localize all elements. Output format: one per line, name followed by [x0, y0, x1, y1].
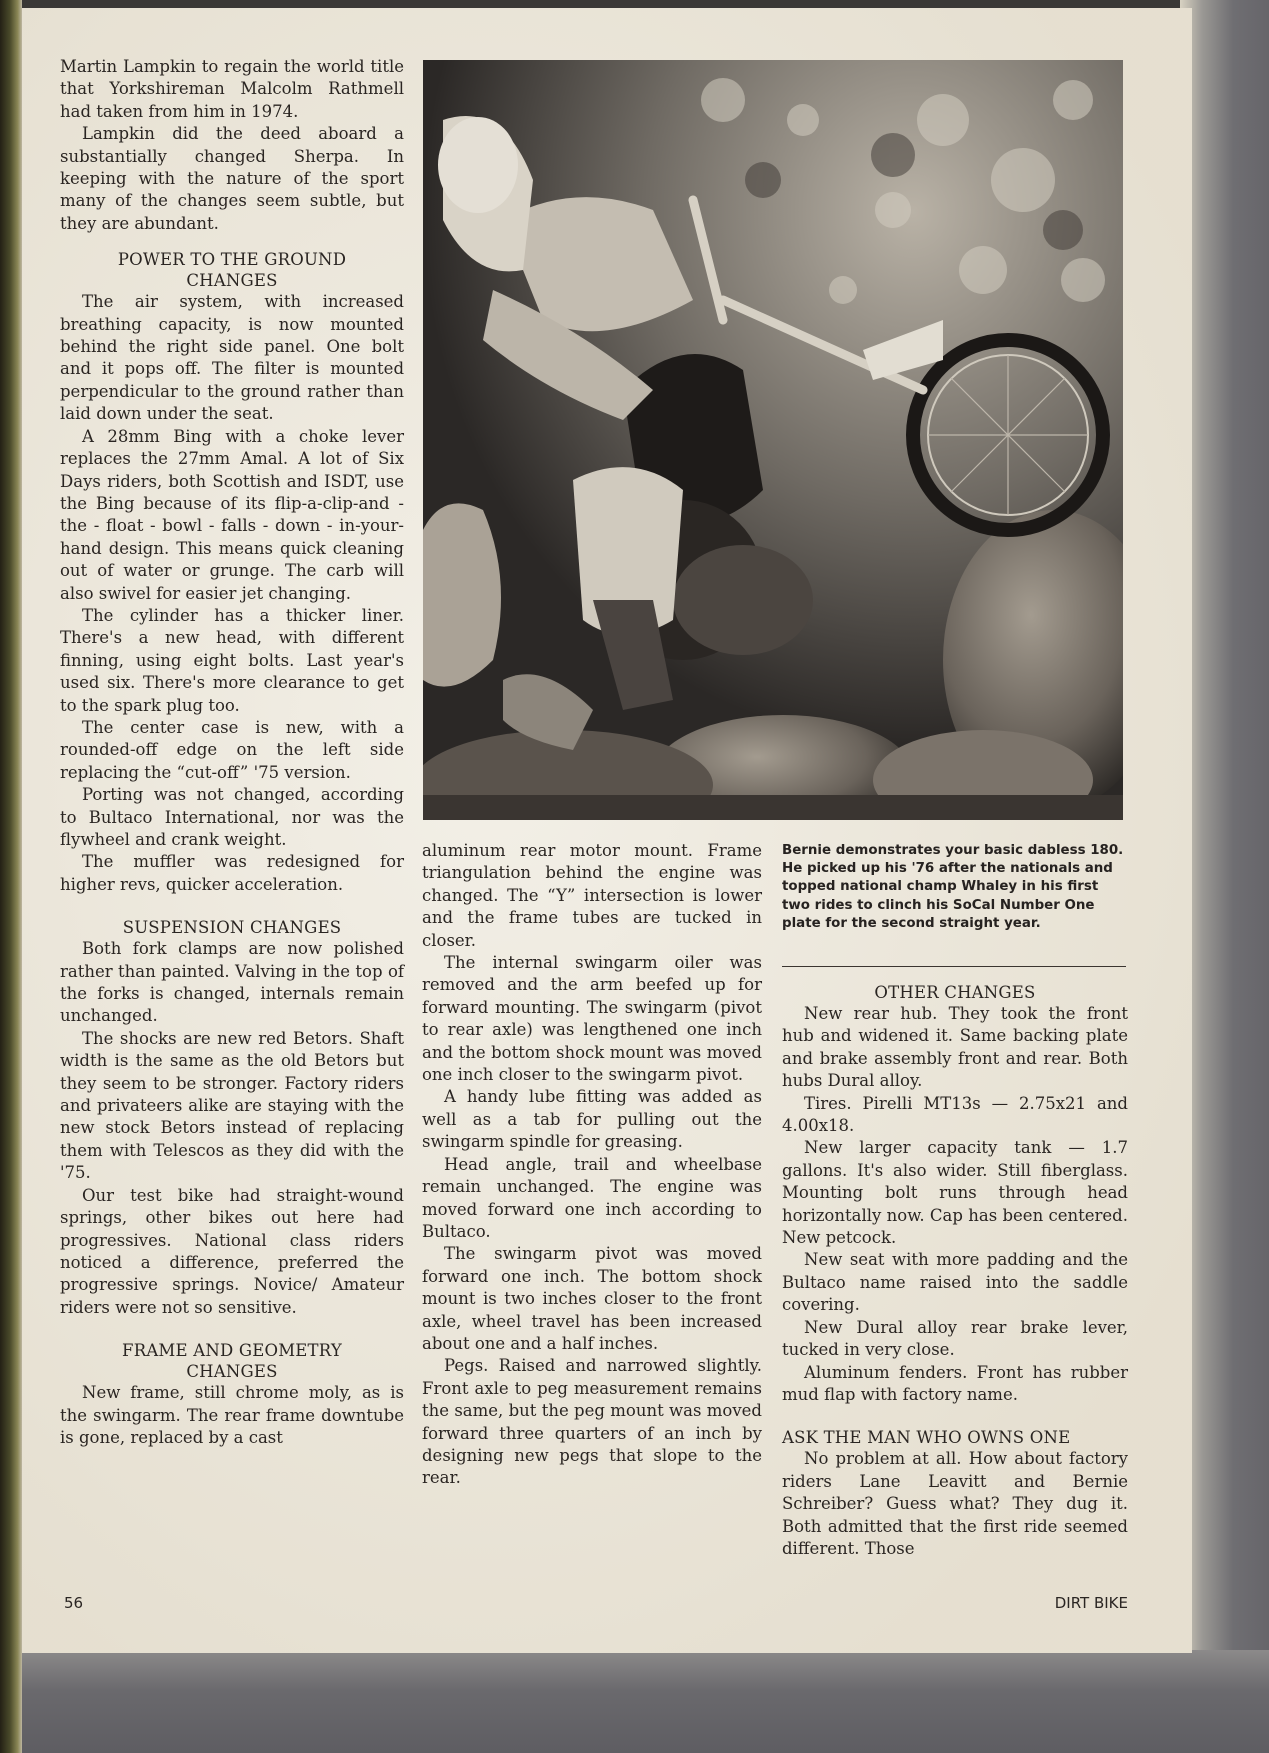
paragraph: The muffler was redesigned for higher revs, quicker acceleration. — [60, 852, 404, 894]
paragraph: Tires. Pirelli MT13s — 2.75x21 and 4.00x18. — [782, 1093, 1128, 1136]
paragraph: The internal swingarm oiler was removed and the arm beefed up for forward mounting. The swingarm (pivot to rear axle) was lengthened one inch and the bottom shock mount was moved one inch closer to the swingarm pivot. — [422, 953, 762, 1085]
paragraph: Lampkin did the deed aboard a substantially changed Sherpa. In keeping with the nature of the sport many of the changes seem subtle, but they are abundant. — [60, 124, 404, 233]
book-spine — [0, 0, 22, 1753]
section-heading-power: POWER TO THE GROUND CHANGES — [117, 250, 347, 291]
paragraph: A handy lube fitting was added as well as a tab for pulling out the swingarm spindle for greasing. — [422, 1087, 762, 1152]
section-heading-ask: ASK THE MAN WHO OWNS ONE — [782, 1428, 1071, 1448]
paragraph: The swingarm pivot was moved forward one inch. The bottom shock mount is two inches closer to the front axle, wheel travel has been increased about one and a half inches. — [422, 1244, 762, 1353]
text-column-1 — [60, 56, 404, 1449]
paragraph: New larger capacity tank — 1.7 gallons. It's also wider. Still fiberglass. Mounting bolt runs through head horizontally now. Cap has been centered. New petcock. — [782, 1138, 1128, 1248]
paragraph: Head angle, trail and wheelbase remain unchanged. The engine was moved forward one inch according to Bultaco. — [422, 1154, 762, 1241]
paragraph: The center case is new, with a rounded-off edge on the left side replacing the “cut-off” '75 version. — [60, 717, 404, 782]
paragraph: Aluminum fenders. Front has rubber mud flap with factory name. — [782, 1362, 1128, 1404]
paragraph: The shocks are new red Betors. Shaft width is the same as the old Betors but they seem to be stronger. Factory riders and privateers alike are staying with the new stock Betors instead of replacing them with Telescos as they did with the '75. — [60, 1028, 404, 1183]
paragraph: A 28mm Bing with a choke lever replaces the 27mm Amal. A lot of Six Days riders, both Scottish and ISDT, use the Bing because of its flip-a-clip-and - the - float - bowl - falls - down - in-your-hand design. This means quick cleaning out of water or grunge. The carb will also swivel for easier jet changing. — [60, 426, 404, 603]
paragraph: New Dural alloy rear brake lever, tucked in very close. — [782, 1317, 1128, 1360]
paragraph: aluminum rear motor mount. Frame triangulation behind the engine was changed. The “Y” intersection is lower and the frame tubes are tucked in closer. — [422, 841, 762, 950]
motorcycle-photo-illustration — [423, 60, 1123, 820]
paragraph: New rear hub. They took the front hub and widened it. Same backing plate and brake assembly front and rear. Both hubs Dural alloy. — [782, 1004, 1128, 1091]
text-column-3 — [782, 968, 1128, 1560]
scan-right-edge — [1180, 0, 1269, 1753]
scan-bottom-edge — [0, 1650, 1269, 1753]
paragraph: Pegs. Raised and narrowed slightly. Front axle to peg measurement remains the same, but the peg mount was moved forward three quarters of an inch by designing new pegs that slope to the rear. — [422, 1356, 762, 1488]
section-heading-frame: FRAME AND GEOMETRY CHANGES — [122, 1341, 342, 1382]
section-heading-other: OTHER CHANGES — [874, 983, 1036, 1002]
paragraph: Martin Lampkin to regain the world title that Yorkshireman Malcolm Rathmell had taken from him in 1974. — [60, 57, 404, 121]
paragraph: Our test bike had straight-wound springs, other bikes out here had progressives. National class riders noticed a difference, preferred the progressive springs. Novice/ Amateur riders were not so sensitive. — [60, 1185, 404, 1317]
paragraph: Both fork clamps are now polished rather than painted. Valving in the top of the forks is changed, internals remain unchanged. — [60, 939, 404, 1026]
photo-caption: Bernie demonstrates your basic dabless 180. He picked up his '76 after the nationals and topped national champ Whaley in his first two rides to clinch his SoCal Number One plate for the second straight year. — [782, 843, 1124, 931]
paragraph: The air system, with increased breathing capacity, is now mounted behind the right side panel. One bolt and it pops off. The filter is mounted perpendicular to the ground rather than laid down under the seat. — [60, 292, 404, 424]
text-column-2 — [422, 840, 762, 1490]
paragraph: New frame, still chrome moly, as is the swingarm. The rear frame downtube is gone, replaced by a cast — [60, 1383, 404, 1447]
caption-divider — [782, 966, 1126, 967]
paragraph: The cylinder has a thicker liner. There's a new head, with different finning, using eight bolts. Last year's used six. There's more clearance to get to the spark plug too. — [60, 605, 404, 715]
motorcycle-photo — [423, 60, 1123, 820]
paragraph: No problem at all. How about factory riders Lane Leavitt and Bernie Schreiber? Guess what? They dug it. Both admitted that the first ride seemed different. Those — [782, 1449, 1128, 1558]
section-heading-suspension: SUSPENSION CHANGES — [122, 918, 342, 938]
magazine-name: DIRT BIKE — [1054, 1594, 1128, 1612]
paragraph: Porting was not changed, according to Bultaco International, nor was the flywheel and crank weight. — [60, 785, 404, 849]
paragraph: New seat with more padding and the Bultaco name raised into the saddle covering. — [782, 1250, 1128, 1315]
page-number: 56 — [64, 1594, 84, 1612]
